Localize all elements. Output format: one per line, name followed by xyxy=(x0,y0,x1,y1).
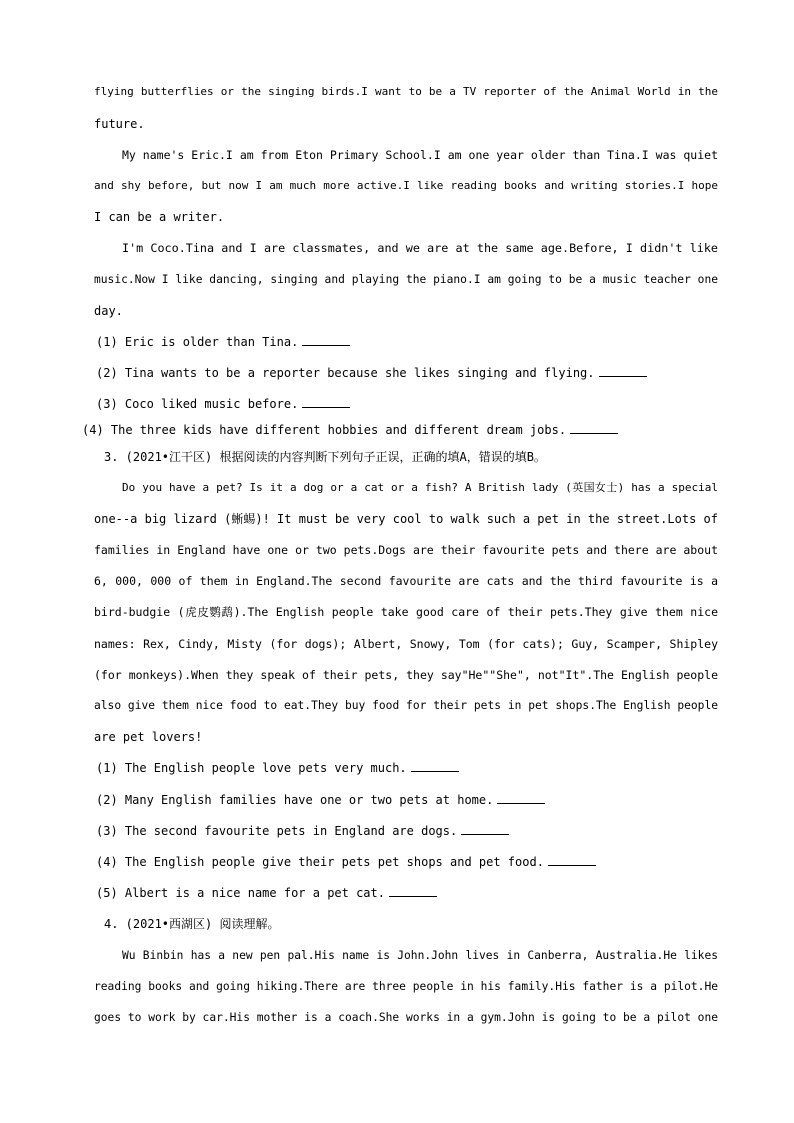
passage-line: flying butterflies or the singing birds.I want to be a TV reporter of the Animal World in the xyxy=(94,85,718,98)
question-text: (5) Albert is a nice name for a pet cat. xyxy=(96,886,385,900)
passage-line: Do you have a pet? Is it a dog or a cat or a fish? A British lady (英国女士) has a special xyxy=(122,481,718,494)
question-item xyxy=(96,334,720,350)
answer-blank[interactable] xyxy=(570,422,618,434)
question-item xyxy=(96,792,720,808)
passage-line: music.Now I like dancing, singing and playing the piano.I am going to be a music teacher one xyxy=(94,273,718,286)
passage-line: are pet lovers! xyxy=(94,730,203,744)
answer-blank[interactable] xyxy=(302,334,350,346)
answer-blank[interactable] xyxy=(302,396,350,408)
question-text: (2) Tina wants to be a reporter because she likes singing and flying. xyxy=(96,366,595,380)
section-header: 4. (2021•西湖区) 阅读理解。 xyxy=(104,917,280,931)
passage-line: Wu Binbin has a new pen pal.His name is John.John lives in Canberra, Australia.He likes xyxy=(122,949,718,962)
passage-line: I can be a writer. xyxy=(94,210,225,224)
passage-line: day. xyxy=(94,304,123,318)
passage-line: 6, 000, 000 of them in England.The second favourite are cats and the third favourite is a xyxy=(94,574,718,588)
passage-line: future. xyxy=(94,117,145,131)
question-text: (3) Coco liked music before. xyxy=(96,397,299,411)
passage-line: I'm Coco.Tina and I are classmates, and we are at the same age.Before, I didn't like xyxy=(122,241,718,255)
question-item xyxy=(96,396,720,412)
answer-blank[interactable] xyxy=(497,792,545,804)
question-text: (1) Eric is older than Tina. xyxy=(96,335,299,349)
answer-blank[interactable] xyxy=(411,760,459,772)
passage-line: families in England have one or two pets.Dogs are their favourite pets and there are about xyxy=(94,543,718,557)
question-item xyxy=(96,885,720,901)
section-header: 3. (2021•江干区) 根据阅读的内容判断下列句子正误，正确的填A，错误的填B。 xyxy=(104,450,546,464)
question-item xyxy=(96,365,720,381)
question-item xyxy=(82,422,706,438)
passage-line: one--a big lizard (蜥蜴)! It must be very cool to walk such a pet in the street.Lots of xyxy=(94,512,718,526)
answer-blank[interactable] xyxy=(599,365,647,377)
passage-line: (for monkeys).When they speak of their pets, they say"He""She", not"It".The English people xyxy=(94,668,718,682)
passage-line: goes to work by car.His mother is a coach.She works in a gym.John is going to be a pilot one xyxy=(94,1011,718,1024)
question-item xyxy=(96,760,720,776)
question-text: (2) Many English families have one or two pets at home. xyxy=(96,793,494,807)
answer-blank[interactable] xyxy=(389,885,437,897)
question-text: (4) The English people give their pets pet shops and pet food. xyxy=(96,855,544,869)
passage-line: My name's Eric.I am from Eton Primary School.I am one year older than Tina.I was quiet xyxy=(122,148,718,162)
passage-line: names: Rex, Cindy, Misty (for dogs); Albert, Snowy, Tom (for cats); Guy, Scamper, Shipley xyxy=(94,637,718,651)
passage-line: and shy before, but now I am much more active.I like reading books and writing stories.I hope xyxy=(94,179,718,192)
answer-blank[interactable] xyxy=(461,823,509,835)
answer-blank[interactable] xyxy=(548,854,596,866)
passage-line: also give them nice food to eat.They buy food for their pets in pet shops.The English people xyxy=(94,699,718,712)
question-text: (3) The second favourite pets in England are dogs. xyxy=(96,824,458,838)
question-text: (4) The three kids have different hobbies and different dream jobs. xyxy=(82,423,567,437)
question-item xyxy=(96,854,720,870)
question-text: (1) The English people love pets very much. xyxy=(96,761,407,775)
passage-line: reading books and going hiking.There are three people in his family.His father is a pilot.He xyxy=(94,980,718,993)
passage-line: bird-budgie (虎皮鹦鹉).The English people take good care of their pets.They give them nice xyxy=(94,605,718,619)
question-item xyxy=(96,823,720,839)
